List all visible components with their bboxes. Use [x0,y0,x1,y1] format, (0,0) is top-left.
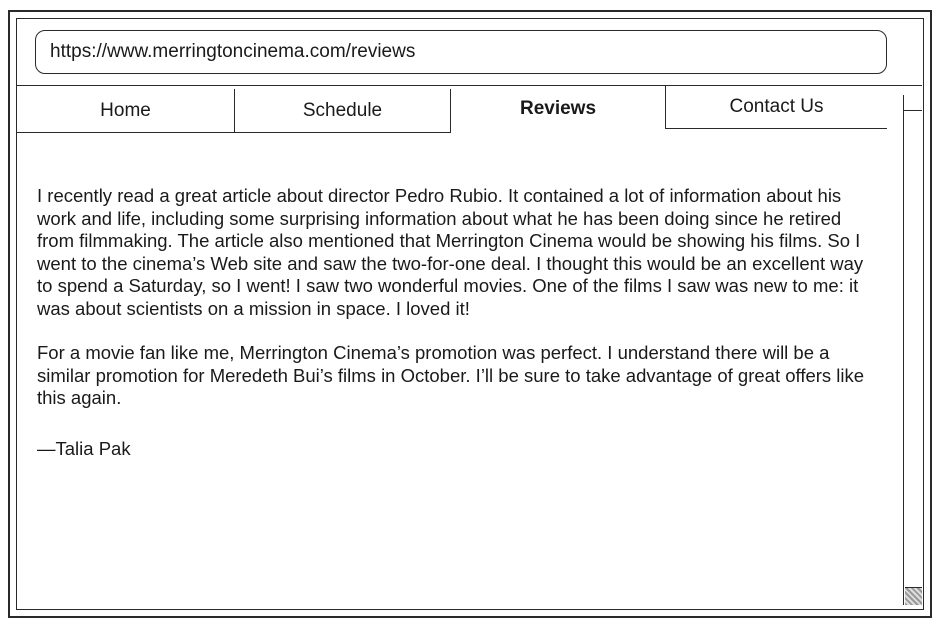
tab-schedule-label: Schedule [302,99,383,121]
scroll-up-button[interactable] [904,95,922,111]
tab-contact-us-label: Contact Us [729,95,824,117]
address-bar[interactable] [35,30,887,74]
review-paragraph-2: For a movie fan like me, Merrington Cinema’s promotion was perfect. I understand there will be a similar promotion for Meredeth Bui’s films in October. I’ll be sure to take advantage of great offers like this again. [37,342,865,408]
tab-reviews-label: Reviews [519,98,597,119]
review-signature: —Talia Pak [37,437,131,459]
review-content [37,185,877,460]
browser-viewport [16,18,924,610]
review-paragraph-1: I recently read a great article about director Pedro Rubio. It contained a lot of information about his work and life, including some surprising information about what he has been doing since he retired from filmmaking. The article also mentioned that Merrington Cinema would be showing his films. So I went to the cinema’s Web site and saw the two-for-one deal. I thought this would be an excellent way to spend a Saturday, so I went! I saw two wonderful movies. One of the films I saw was new to me: it was about scientists on a mission in space. I loved it! [37,185,864,319]
tab-home[interactable] [17,89,235,133]
nav-tabs [17,85,889,133]
vertical-scrollbar[interactable] [903,95,923,605]
address-bar-url: https://www.merringtoncinema.com/reviews [50,41,416,62]
scroll-thumb[interactable] [905,587,922,605]
tab-reviews[interactable] [451,85,665,133]
tab-schedule[interactable] [235,89,451,133]
tab-contact-us[interactable] [665,85,887,129]
tab-home-label: Home [100,99,151,121]
browser-window [8,10,932,618]
